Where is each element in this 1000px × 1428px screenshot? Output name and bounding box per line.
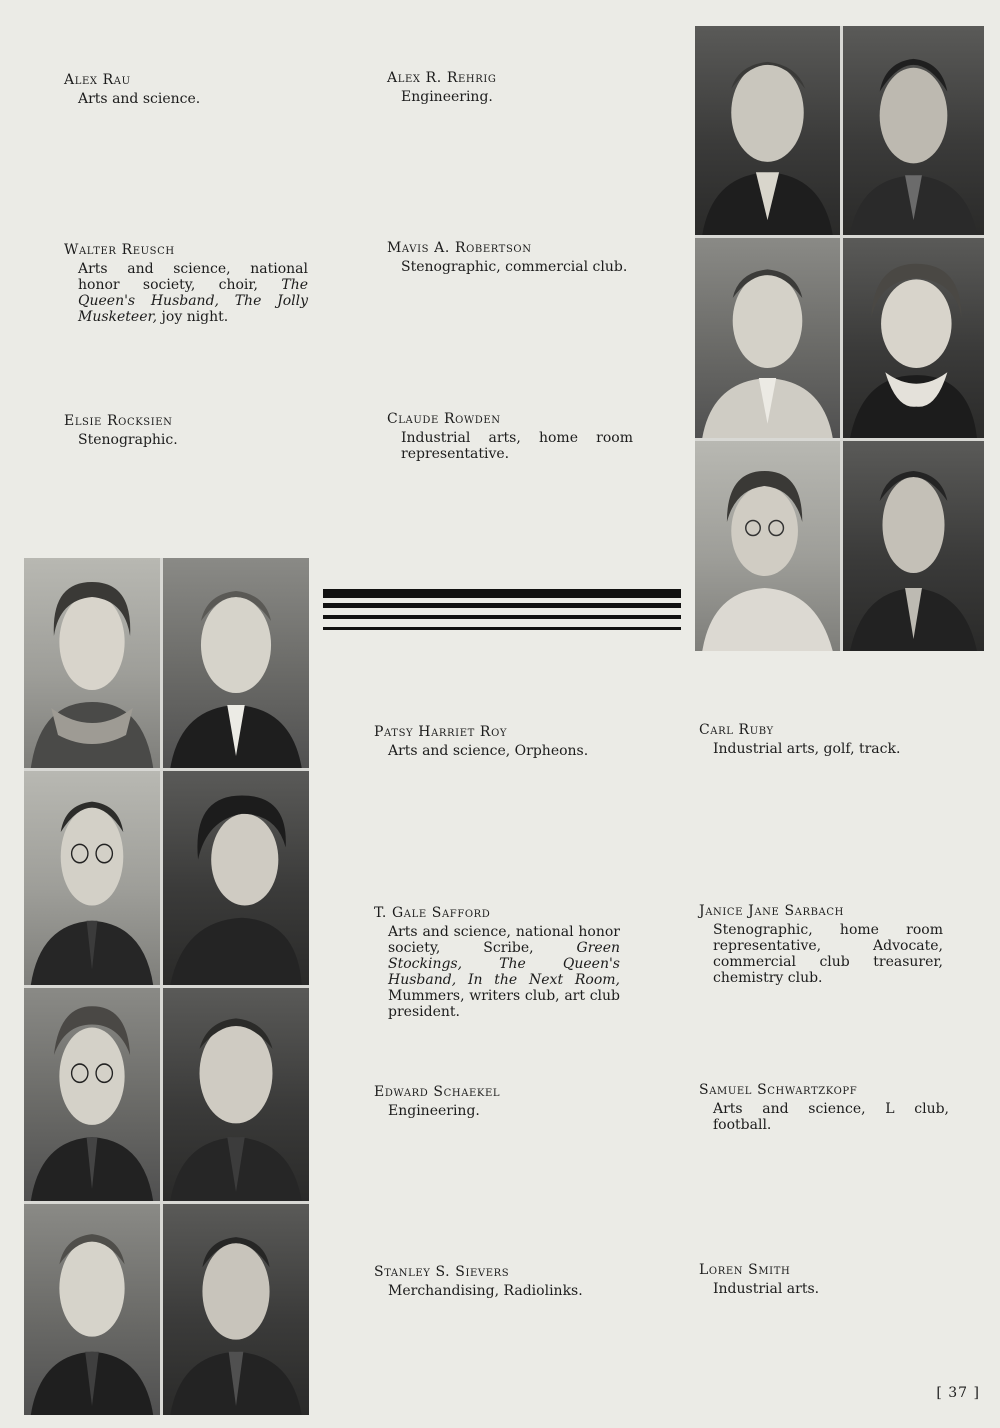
- student-name: Alex Rau: [64, 72, 131, 88]
- rule-line: [323, 615, 681, 619]
- student-entry-rehrig: [387, 70, 637, 105]
- rule-line: [323, 627, 681, 630]
- rule-line: [323, 603, 681, 608]
- student-name: Walter Reusch: [64, 242, 175, 258]
- portrait-photo: [24, 558, 160, 768]
- student-activities: Industrial arts, golf, track.: [713, 741, 901, 757]
- portrait-photo: [24, 1204, 160, 1415]
- student-activities: Merchandising, Radiolinks.: [388, 1283, 583, 1299]
- portrait-photo: [843, 441, 984, 651]
- student-activities: Stenographic, commercial club.: [401, 259, 628, 275]
- portrait-photo: [163, 988, 309, 1201]
- student-name: Claude Rowden: [387, 411, 501, 427]
- student-activities: Industrial arts, home room representative.: [401, 430, 633, 462]
- student-entry-schwartzkopf: [699, 1082, 949, 1133]
- student-name: Elsie Rocksien: [64, 413, 173, 429]
- student-activities: Arts and science, national honor society, choir, The Queen's Husband, The Jolly Musketeer, joy night.: [78, 261, 308, 325]
- student-name: Loren Smith: [699, 1262, 791, 1278]
- student-name: Mavis A. Robertson: [387, 240, 532, 256]
- portrait-photo: [24, 988, 160, 1201]
- student-activities: Arts and science, national honor society, Scribe, Green Stockings, The Queen's Husband, In the Next Room, Mummers, writers club, art club president.: [388, 924, 620, 1020]
- rule-line: [323, 589, 681, 598]
- student-name: Alex R. Rehrig: [387, 70, 497, 86]
- portrait-photo: [163, 1204, 309, 1415]
- photo-grid-bottom: [24, 558, 309, 1415]
- portrait-photo: [163, 558, 309, 768]
- portrait-photo: [695, 238, 840, 438]
- student-entry-roy: [374, 724, 624, 759]
- student-entry-robertson: [387, 240, 637, 275]
- portrait-photo: [24, 771, 160, 985]
- student-entry-sarbach: [699, 903, 943, 986]
- portrait-photo: [163, 771, 309, 985]
- student-entry-schaekel: [374, 1084, 624, 1119]
- student-entry-sievers: [374, 1264, 624, 1299]
- decorative-rules: [323, 589, 681, 630]
- student-name: Carl Ruby: [699, 722, 774, 738]
- student-entry-rau: [64, 72, 314, 107]
- portrait-photo: [695, 26, 840, 235]
- student-activities: Stenographic.: [78, 432, 178, 448]
- student-name: Patsy Harriet Roy: [374, 724, 508, 740]
- student-entry-rowden: [387, 411, 633, 462]
- student-entry-ruby: [699, 722, 949, 757]
- student-name: Stanley S. Sievers: [374, 1264, 510, 1280]
- photo-grid-top: [695, 26, 984, 651]
- student-activities: Industrial arts.: [713, 1281, 820, 1297]
- portrait-photo: [695, 441, 840, 651]
- student-activities: Engineering.: [401, 89, 493, 105]
- student-entry-reusch: [64, 242, 308, 325]
- student-activities: Arts and science.: [78, 91, 201, 107]
- student-activities: Stenographic, home room representative, Advocate, commercial club treasurer, chemistry club.: [713, 922, 943, 986]
- student-name: T. Gale Safford: [374, 905, 491, 921]
- student-activities: Engineering.: [388, 1103, 480, 1119]
- student-name: Edward Schaekel: [374, 1084, 501, 1100]
- portrait-photo: [843, 238, 984, 438]
- student-name: Janice Jane Sarbach: [699, 903, 844, 919]
- student-name: Samuel Schwartzkopf: [699, 1082, 858, 1098]
- student-activities: Arts and science, Orpheons.: [388, 743, 589, 759]
- page-number: [ 37 ]: [936, 1385, 980, 1401]
- student-activities: Arts and science, L club, football.: [713, 1101, 949, 1133]
- portrait-photo: [843, 26, 984, 235]
- student-entry-safford: [374, 905, 620, 1020]
- student-entry-rocksien: [64, 413, 314, 448]
- student-entry-smith: [699, 1262, 949, 1297]
